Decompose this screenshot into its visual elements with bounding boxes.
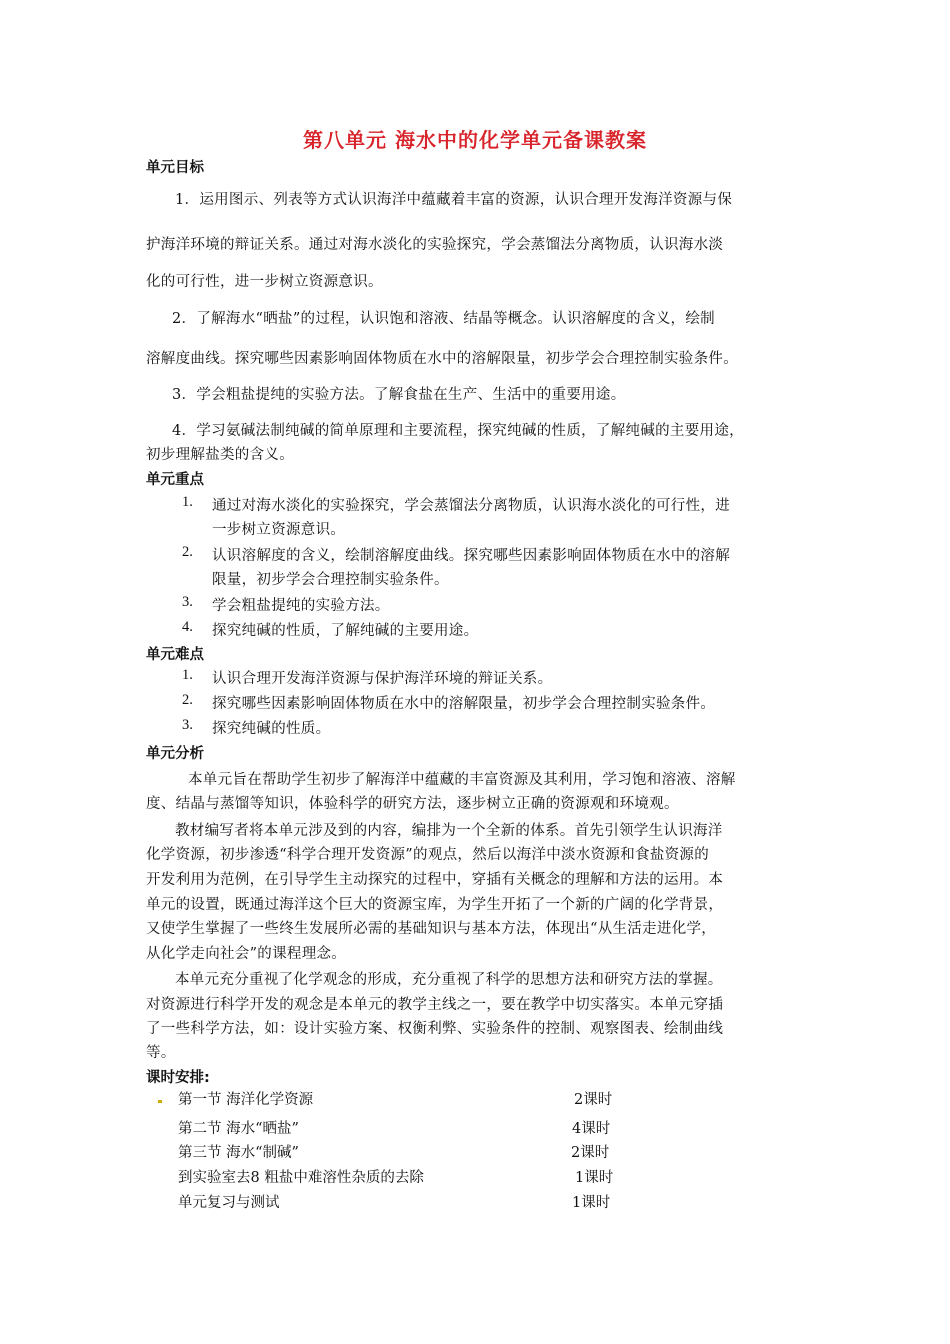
analysis-line: 本单元充分重视了化学观念的形成，充分重视了科学的思想方法和研究方法的掌握。 [175, 972, 723, 988]
list-number: 3. [182, 594, 193, 610]
list-number: 4. [182, 619, 193, 635]
goals-line: 1．运用图示、列表等方式认识海洋中蕴藏着丰富的资源，认识合理开发海洋资源与保 [175, 192, 733, 208]
list-item: 认识溶解度的含义，绘制溶解度曲线。探究哪些因素影响固体物质在水中的溶解 [212, 548, 730, 564]
analysis-line: 了一些科学方法，如：设计实验方案、权衡利弊、实验条件的控制、观察图表、绘制曲线 [146, 1021, 724, 1037]
schedule-row-hours: 1课时 [575, 1170, 614, 1186]
goals-line: 4．学习氨碱法制纯碱的简单原理和主要流程，探究纯碱的性质，了解纯碱的主要用途， [172, 423, 744, 439]
schedule-row-name: 第一节 海洋化学资源 [178, 1092, 314, 1108]
goals-line: 3．学会粗盐提纯的实验方法。了解食盐在生产、生活中的重要用途。 [172, 387, 626, 403]
list-item: 认识合理开发海洋资源与保护海洋环境的辩证关系。 [212, 671, 553, 687]
schedule-row-name: 到实验室去8 粗盐中难溶性杂质的去除 [178, 1170, 424, 1186]
analysis-line: 开发利用为范例，在引导学生主动探究的过程中，穿插有关概念的理解和方法的运用。本 [146, 872, 724, 888]
goals-line: 护海洋环境的辩证关系。通过对海水淡化的实验探究，学会蒸馏法分离物质，认识海水淡 [146, 237, 724, 253]
section-heading-analysis: 单元分析 [146, 746, 204, 762]
list-item: 一步树立资源意识。 [212, 522, 346, 538]
analysis-line: 又使学生掌握了一些终生发展所必需的基础知识与基本方法，体现出“从生活走进化学， [146, 921, 717, 937]
schedule-row-hours: 2课时 [571, 1145, 610, 1161]
section-heading-key-points: 单元重点 [146, 472, 204, 488]
section-heading-goals: 单元目标 [146, 160, 204, 176]
schedule-row-hours: 1课时 [572, 1195, 611, 1211]
schedule-row-hours: 2课时 [574, 1092, 613, 1108]
analysis-line: 教材编写者将本单元涉及到的内容，编排为一个全新的体系。首先引领学生认识海洋 [175, 823, 723, 839]
analysis-line: 单元的设置，既通过海洋这个巨大的资源宝库，为学生开拓了一个新的广阔的化学背景， [146, 897, 724, 913]
list-item: 学会粗盐提纯的实验方法。 [212, 598, 390, 614]
analysis-line: 对资源进行科学开发的观念是本单元的教学主线之一，要在教学中切实落实。本单元穿插 [146, 997, 724, 1013]
list-number: 1. [182, 667, 193, 683]
schedule-row-hours: 4课时 [572, 1121, 611, 1137]
list-number: 1. [182, 494, 193, 510]
schedule-row-name: 单元复习与测试 [178, 1195, 280, 1211]
analysis-line: 等。 [146, 1045, 176, 1061]
analysis-line: 化学资源，初步渗透“科学合理开发资源”的观点，然后以海洋中淡水资源和食盐资源的 [146, 847, 710, 863]
analysis-line: 度、结晶与蒸馏等知识，体验科学的研究方法，逐步树立正确的资源观和环境观。 [146, 796, 679, 812]
section-heading-schedule: 课时安排: [146, 1070, 210, 1086]
page-title: 第八单元 海水中的化学单元备课教案 [303, 128, 647, 152]
list-item: 探究哪些因素影响固体物质在水中的溶解限量，初步学会合理控制实验条件。 [212, 696, 716, 712]
list-item: 限量，初步学会合理控制实验条件。 [212, 572, 449, 588]
section-heading-difficulties: 单元难点 [146, 647, 204, 663]
analysis-line: 本单元旨在帮助学生初步了解海洋中蕴藏的丰富资源及其利用，学习饱和溶液、溶解 [188, 772, 736, 788]
schedule-row-name: 第三节 海水“制碱” [178, 1145, 299, 1161]
goals-line: 化的可行性，进一步树立资源意识。 [146, 274, 383, 290]
list-number: 2. [182, 544, 193, 560]
list-number: 3. [182, 717, 193, 733]
goals-line: 2．了解海水“晒盐”的过程，认识饱和溶液、结晶等概念。认识溶解度的含义，绘制 [172, 311, 715, 327]
goals-line: 初步理解盐类的含义。 [146, 447, 294, 463]
marker-dot [158, 1100, 162, 1103]
list-item: 通过对海水淡化的实验探究，学会蒸馏法分离物质，认识海水淡化的可行性，进 [212, 498, 730, 514]
list-item: 探究纯碱的性质。 [212, 721, 331, 737]
list-item: 探究纯碱的性质，了解纯碱的主要用途。 [212, 623, 479, 639]
schedule-row-name: 第二节 海水“晒盐” [178, 1121, 299, 1137]
analysis-line: 从化学走向社会”的课程理念。 [146, 946, 347, 962]
list-number: 2. [182, 692, 193, 708]
goals-line: 溶解度曲线。探究哪些因素影响固体物质在水中的溶解限量，初步学会合理控制实验条件。 [146, 351, 738, 367]
